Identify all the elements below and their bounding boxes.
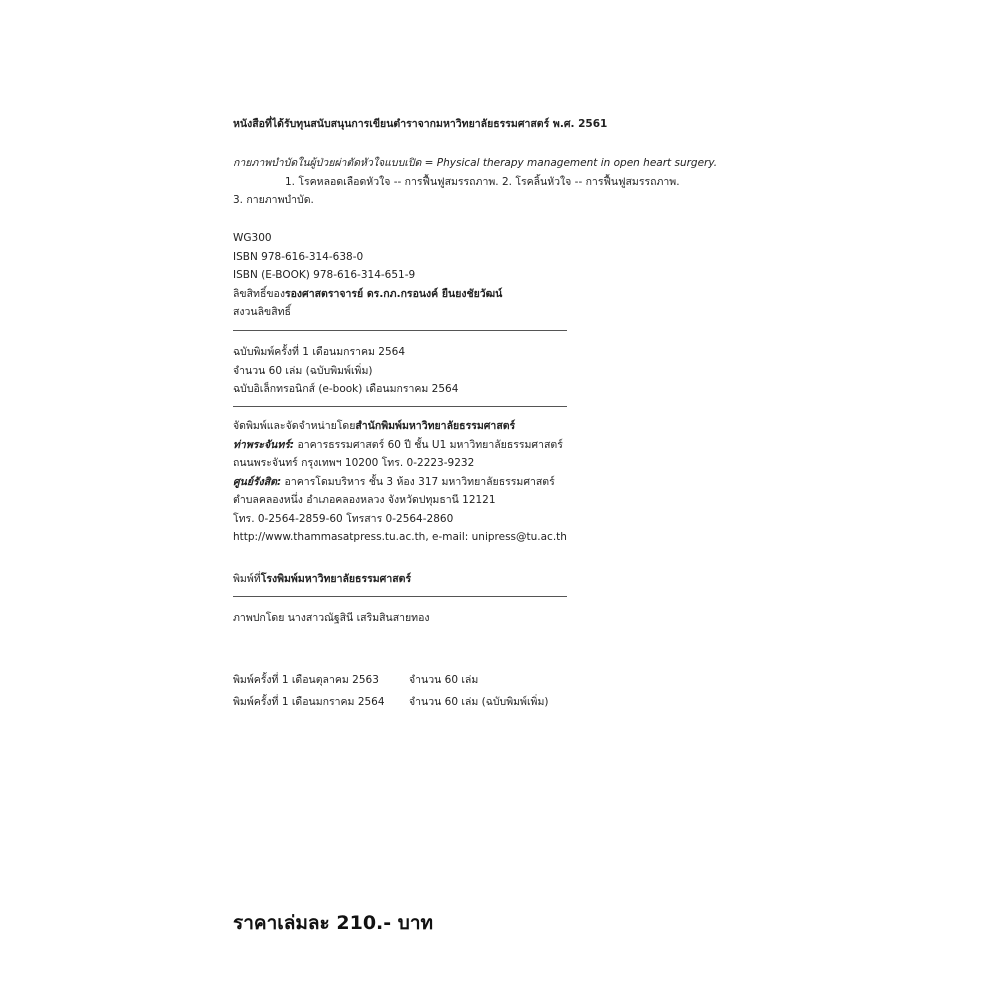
price-label: ราคาเล่มละ 210.- บาท: [233, 912, 434, 934]
divider-1: [233, 330, 567, 331]
printer-block: [233, 570, 753, 589]
publisher-block: [233, 417, 753, 547]
divider-3: [233, 596, 567, 597]
rangsit-address-1: อาคารโดมบริหาร ชั้น 3 ห้อง 317 มหาวิทยาลัยธรรมศาสตร์: [281, 475, 555, 488]
publisher-intro: จัดพิมพ์และจัดจำหน่ายโดย: [233, 420, 356, 432]
copyright-line: [233, 285, 753, 304]
edition-line-1: ฉบับพิมพ์ครั้งที่ 1 เดือนมกราคม 2564: [233, 346, 406, 358]
catalog-title: กายภาพบำบัดในผู้ป่วยผ่าตัดหัวใจแบบเปิด = Physical therapy management in open heart surgery.: [233, 157, 718, 169]
isbn: ISBN 978-616-314-638-0: [233, 250, 364, 263]
print-history-copies: จำนวน 60 เล่ม (ฉบับพิมพ์เพิ่ม): [409, 696, 549, 708]
print-history: [233, 669, 753, 713]
edition-block: [233, 343, 753, 399]
isbn-ebook: ISBN (E-BOOK) 978-616-314-651-9: [233, 269, 416, 281]
print-history-row: [233, 669, 753, 691]
publisher-name: สำนักพิมพ์มหาวิทยาลัยธรรมศาสตร์: [355, 420, 516, 432]
thaprachan-address-2: ถนนพระจันทร์ กรุงเทพฯ 10200 โทร. 0-2223-9232: [233, 457, 475, 469]
edition-line-3: ฉบับอิเล็กทรอนิกส์ (e-book) เดือนมกราคม 2564: [233, 383, 459, 395]
thaprachan-label: ท่าพระจันทร์:: [233, 438, 295, 451]
print-history-copies: จำนวน 60 เล่ม: [409, 674, 479, 686]
identifiers-block: [233, 229, 753, 322]
call-number: WG300: [233, 232, 272, 244]
print-history-row: [233, 691, 753, 713]
edition-line-2: จำนวน 60 เล่ม (ฉบับพิมพ์เพิ่ม): [233, 364, 373, 377]
printer-prefix: พิมพ์ที่: [233, 573, 261, 585]
catalog-subjects-1: 1. โรคหลอดเลือดหัวใจ -- การฟื้นฟูสมรรถภาพ. 2. โรคลิ้นหัวใจ -- การฟื้นฟูสมรรถภาพ.: [285, 175, 680, 188]
catalog-block: [233, 154, 753, 210]
publisher-phone: โทร. 0-2564-2859-60 โทรสาร 0-2564-2860: [233, 512, 454, 525]
funding-heading-block: [233, 115, 753, 134]
print-history-edition: พิมพ์ครั้งที่ 1 เดือนตุลาคม 2563: [233, 674, 379, 686]
thaprachan-address-1: อาคารธรรมศาสตร์ 60 ปี ชั้น U1 มหาวิทยาลัยธรรมศาสตร์: [294, 438, 563, 451]
copyright-prefix: ลิขสิทธิ์ของ: [233, 287, 285, 300]
thaprachan-line: [233, 436, 753, 455]
rangsit-line: [233, 473, 753, 492]
copyright-owner: รองศาสตราจารย์ ดร.กภ.กรอนงค์ ยืนยงชัยวัฒน์: [284, 287, 503, 300]
rights-reserved: สงวนลิขสิทธิ์: [233, 306, 291, 318]
publisher-line: [233, 417, 753, 436]
printer-name: โรงพิมพ์มหาวิทยาลัยธรรมศาสตร์: [260, 573, 412, 585]
rangsit-label: ศูนย์รังสิต:: [233, 475, 282, 488]
publisher-web: http://www.thammasatpress.tu.ac.th, e-mail: unipress@tu.ac.th: [233, 531, 567, 543]
print-history-edition: พิมพ์ครั้งที่ 1 เดือนมกราคม 2564: [233, 696, 385, 708]
catalog-subjects-2: 3. กายภาพบำบัด.: [233, 194, 314, 206]
cover-block: [233, 609, 753, 628]
rangsit-address-2: ตำบลคลองหนึ่ง อำเภอคลองหลวง จังหวัดปทุมธานี 12121: [233, 494, 496, 506]
printer-line: [233, 570, 753, 589]
cover-credit: ภาพปกโดย นางสาวณัฐสินี เสริมสินสายทอง: [233, 612, 430, 624]
divider-2: [233, 406, 567, 407]
funding-heading: หนังสือที่ได้รับทุนสนับสนุนการเขียนตำราจากมหาวิทยาลัยธรรมศาสตร์ พ.ศ. 2561: [233, 118, 608, 130]
